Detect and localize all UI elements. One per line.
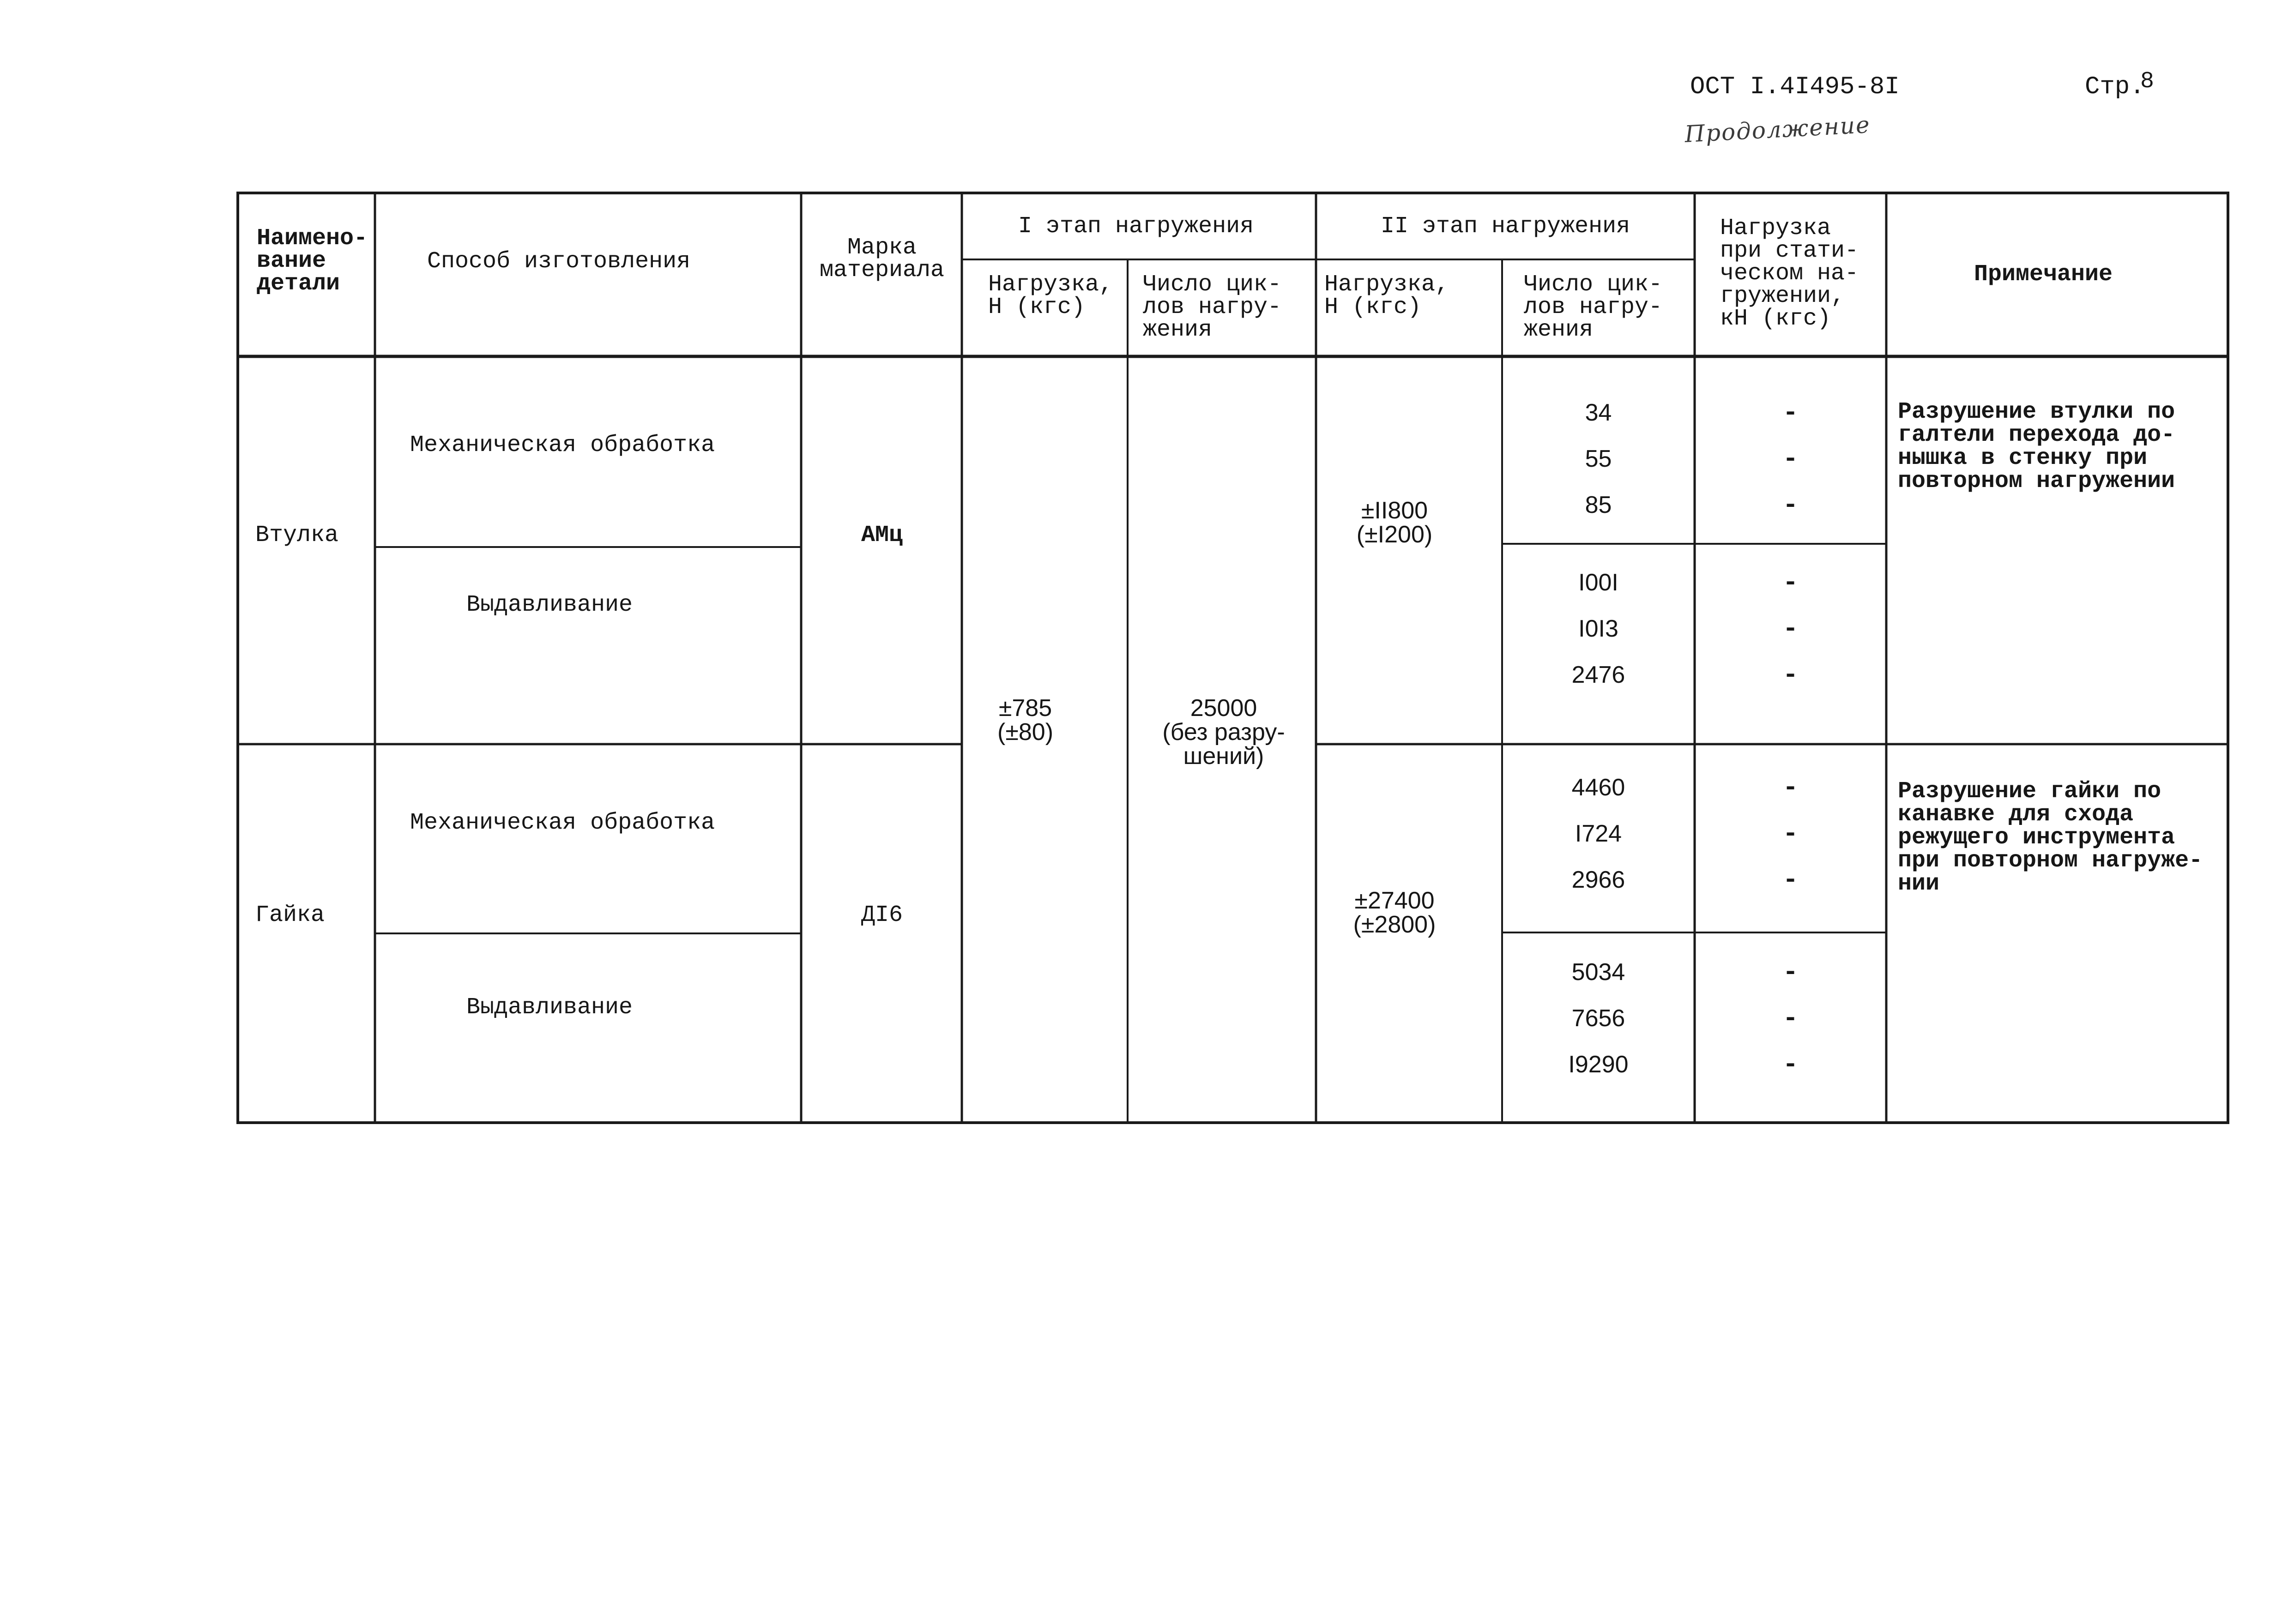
cycle-count: 34 <box>1585 399 1612 426</box>
header-stage2: II этап нагружения <box>1381 213 1630 240</box>
cycle-count: I9290 <box>1568 1051 1629 1078</box>
method-name: Механическая обработка <box>410 810 715 836</box>
cycle-count: 2476 <box>1571 662 1625 688</box>
cycle-count: 2966 <box>1571 866 1625 893</box>
cycle-count: 4460 <box>1571 774 1625 801</box>
document-number: ОСТ I.4I495-8I <box>1690 73 1900 101</box>
static-load-value: - <box>1782 819 1799 848</box>
stage1-load-value: ±785 (±80) <box>997 695 1054 746</box>
header-part-name: Наимено- вание детали <box>257 225 368 297</box>
header-material: Марка материала <box>819 235 945 283</box>
method-name: Механическая обработка <box>410 432 715 458</box>
static-load-value: - <box>1782 444 1799 474</box>
part-material: ДI6 <box>861 902 903 928</box>
stage2-load-value: ±27400 (±2800) <box>1353 887 1436 938</box>
static-load-value: - <box>1782 1004 1799 1033</box>
part-name: Гайка <box>255 902 325 928</box>
method-name: Выдавливание <box>466 994 633 1021</box>
header-stage2-cycles: Число цик- лов нагру- жения <box>1524 271 1663 343</box>
static-load-value: - <box>1782 865 1799 895</box>
method-name: Выдавливание <box>466 592 633 618</box>
static-load-value: - <box>1782 568 1799 597</box>
static-load-value: - <box>1782 398 1799 427</box>
header-stage1: I этап нагружения <box>1018 213 1254 240</box>
static-load-value: - <box>1782 957 1799 987</box>
static-load-value: - <box>1782 614 1799 644</box>
part-material: АМц <box>861 522 903 548</box>
cycle-count: 5034 <box>1571 959 1625 986</box>
part-note: Разрушение гайки по канавке для схода режущего инструмента при повторном нагруже- нии <box>1898 778 2203 897</box>
page-label: Стр. <box>2085 73 2145 101</box>
stage1-cycles-value: 25000 (без разру- шений) <box>1162 695 1285 770</box>
part-note: Разрушение втулки по галтели перехода до- нышка в стенку при повторном нагружении <box>1898 399 2175 494</box>
cycle-count: I724 <box>1575 820 1622 847</box>
part-name: Втулка <box>255 522 339 548</box>
cycle-count: I0I3 <box>1578 615 1618 642</box>
cycle-count: 7656 <box>1571 1005 1625 1032</box>
static-load-value: - <box>1782 773 1799 802</box>
header-stage2-load: Нагрузка, Н (кгс) <box>1324 271 1449 320</box>
static-load-value: - <box>1782 660 1799 690</box>
cycle-count: I00I <box>1578 569 1618 596</box>
page-number: 8 <box>2140 68 2155 95</box>
static-load-value: - <box>1782 1050 1799 1079</box>
header-stage1-cycles: Число цик- лов нагру- жения <box>1143 271 1282 343</box>
continuation-handwritten: Продолжение <box>1684 111 1871 148</box>
static-load-value: - <box>1782 490 1799 520</box>
header-static-load: Нагрузка при стати- ческом на- гружении, кН (кгс) <box>1720 215 1859 332</box>
header-stage1-load: Нагрузка, Н (кгс) <box>988 271 1113 320</box>
cycle-count: 55 <box>1585 445 1612 472</box>
cycle-count: 85 <box>1585 492 1612 518</box>
stage2-load-value: ±II800 (±I200) <box>1356 497 1433 548</box>
header-note: Примечание <box>1974 261 2113 288</box>
header-method: Способ изготовления <box>427 248 691 275</box>
